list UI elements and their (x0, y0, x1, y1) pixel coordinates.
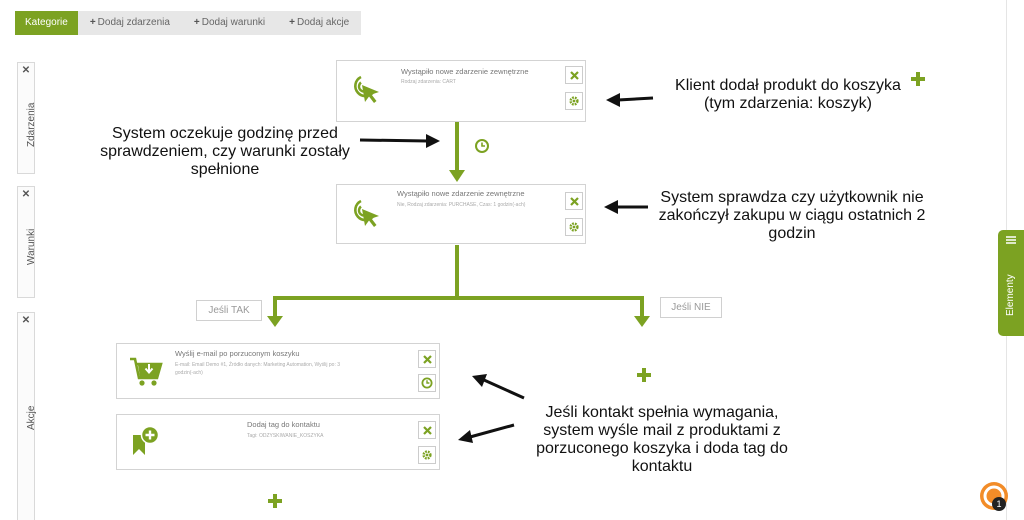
tag-action-node[interactable] (116, 414, 440, 470)
node-subtitle: Tagi: ODZYSKIWANIE_KOSZYKA (247, 433, 324, 439)
elements-panel-toggle[interactable] (998, 230, 1024, 336)
add-action-no-branch-button[interactable] (636, 367, 652, 383)
plus-icon: + (289, 17, 295, 28)
clock-icon[interactable] (474, 138, 490, 154)
event-node[interactable] (336, 60, 586, 122)
gear-icon (568, 221, 580, 233)
gear-icon (568, 95, 580, 107)
close-icon[interactable]: ✕ (21, 65, 31, 76)
node-subtitle: Nie, Rodzaj zdarzenia: PURCHASE, Czas: 1 godzin(-ach) (397, 202, 526, 208)
cart-download-icon (129, 356, 163, 388)
tab-label: Dodaj zdarzenia (97, 17, 170, 28)
settings-button[interactable] (565, 218, 583, 236)
delete-button[interactable] (565, 192, 583, 210)
close-icon (570, 197, 579, 206)
menu-icon (1006, 236, 1016, 244)
notification-badge: 1 (992, 497, 1006, 511)
annotation-event: Klient dodał produkt do koszyka (tym zdarzenia: koszyk) (675, 77, 901, 112)
clock-icon (421, 377, 433, 389)
condition-node[interactable] (336, 184, 586, 244)
annotation-actions: Jeśli kontakt spełnia wymagania, system wyśle mail z produktami z porzuconego koszyka i doda tag do kontaktu (536, 404, 788, 475)
side-panel-label: Zdarzenia (26, 102, 37, 147)
cursor-click-icon (349, 197, 381, 229)
tab-label: Dodaj akcje (296, 17, 350, 28)
node-title: Wyślij e-mail po porzuconym koszyku (175, 349, 300, 358)
tab-kategorie[interactable]: Kategorie (15, 11, 78, 35)
node-subtitle: E-mail: Email Demo #1, Źródło danych: Marketing Automation, Wyślij po: 3 (175, 362, 341, 368)
delete-button[interactable] (418, 421, 436, 439)
settings-button[interactable] (565, 92, 583, 110)
close-icon (570, 71, 579, 80)
close-icon[interactable]: ✕ (21, 189, 31, 200)
side-panel-label: Warunki (26, 228, 37, 265)
tab-label: Dodaj warunki (201, 17, 266, 28)
bookmark-plus-icon (129, 425, 161, 459)
node-subtitle: godzin(-ach) (175, 370, 203, 376)
close-icon (423, 426, 432, 435)
node-subtitle: Rodzaj zdarzenia: CART (401, 79, 456, 85)
close-icon[interactable]: ✕ (21, 315, 31, 326)
delete-button[interactable] (418, 350, 436, 368)
gear-icon (421, 449, 433, 461)
elements-panel-label: Elementy (1005, 274, 1016, 316)
branch-label-no: Jeśli NIE (660, 297, 722, 318)
delay-button[interactable] (418, 374, 436, 392)
plus-icon: + (89, 17, 96, 28)
annotation-delay: System oczekuje godzinę przed sprawdzeniem, czy warunki zostały spełnione (100, 125, 350, 178)
close-icon (423, 355, 432, 364)
add-action-yes-branch-button[interactable] (267, 493, 283, 509)
branch-label-yes: Jeśli TAK (196, 300, 262, 321)
settings-button[interactable] (418, 446, 436, 464)
email-action-node[interactable] (116, 343, 440, 399)
help-button[interactable] (979, 481, 1009, 511)
cursor-click-icon (349, 73, 381, 105)
plus-icon: + (193, 17, 200, 28)
node-title: Wystąpiło nowe zdarzenie zewnętrzne (401, 67, 529, 76)
side-panel-label: Akcje (26, 405, 37, 430)
node-title: Dodaj tag do kontaktu (247, 420, 320, 429)
annotation-condition: System sprawdza czy użytkownik nie zakończył zakupu w ciągu ostatnich 2 godzin (658, 189, 926, 242)
delete-button[interactable] (565, 66, 583, 84)
node-title: Wystąpiło nowe zdarzenie zewnętrzne (397, 189, 525, 198)
